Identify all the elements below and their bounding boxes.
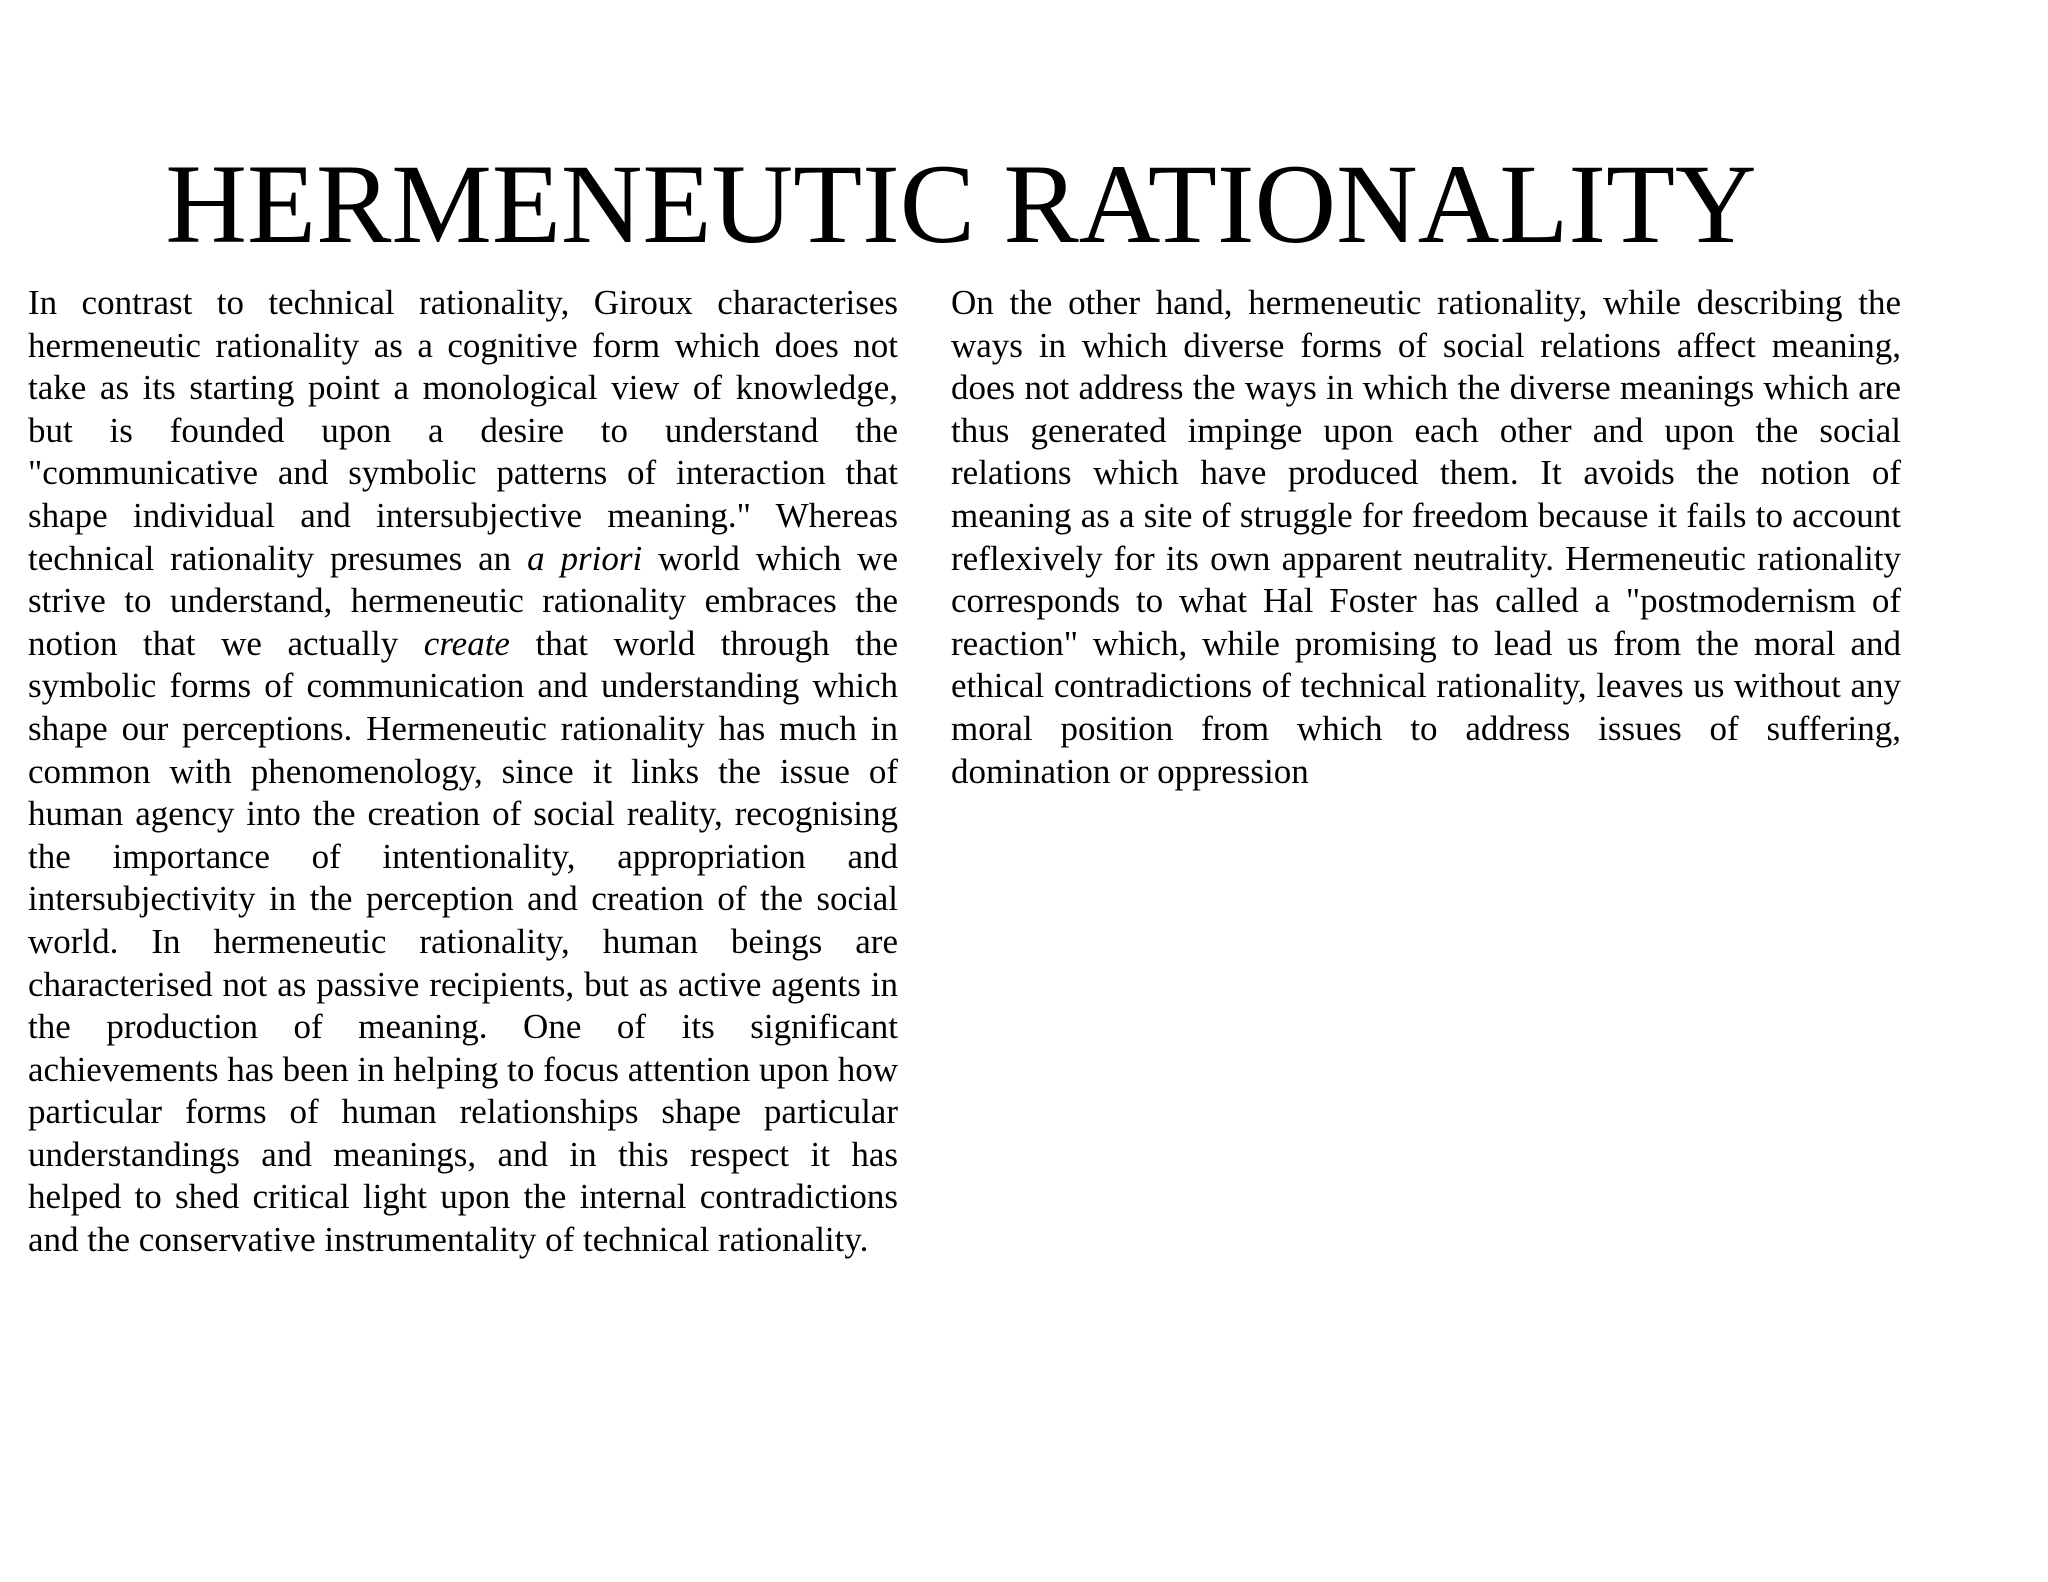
left-column-paragraph [28,282,898,1262]
page-title: HERMENEUTIC RATIONALITY [165,142,1757,267]
right-column-paragraph: On the other hand, hermeneutic rationality, while describing the ways in which diverse forms of social relations affect meaning, does not address the ways in which the diverse meanings which are thus generated impinge upon each other and upon the social relations which have produced them. It avoids the notion of meaning as a site of struggle for freedom because it fails to account reflexively for its own apparent neutrality. Hermeneutic rationality corresponds to what Hal Foster has called a "postmodernism of reaction" which, while promising to lead us from the moral and ethical contradictions of technical rationality, leaves us without any moral position from which to address issues of suffering, domination or oppression [951,283,1901,791]
paragraph-text-segment: world which we strive to understand, hermeneutic rationality embraces the notion that we actually [28,538,898,663]
italic-term-a-priori: a priori [527,538,643,578]
italic-term-create: create [423,623,510,663]
paragraph-text-segment: that world through the symbolic forms of communication and understanding which shape our perceptions. Hermeneutic rationality has much in common with phenomenology, since it links the issue of human agency into the creation of social reality, recognising the importance of intentionality, appropriation and intersubjectivity in the perception and creation of the social world. In hermeneutic rationality, human beings are characterised not as passive recipients, but as active agents in the production of meaning. One of its significant achievements has been in helping to focus attention upon how particular forms of human relationships shape particular understandings and meanings, and in this respect it has helped to shed critical light upon the internal contradictions and the conservative instrumentality of technical rationality. [28,623,898,1260]
paragraph-text-segment: In contrast to technical rationality, Giroux characterises hermeneutic rationality as a cognitive form which does not take as its starting point a monological view of knowledge, but is founded upon a desire to understand the "communicative and symbolic patterns of interaction that shape individual and intersubjective meaning." Whereas technical rationality presumes an [28,283,898,578]
